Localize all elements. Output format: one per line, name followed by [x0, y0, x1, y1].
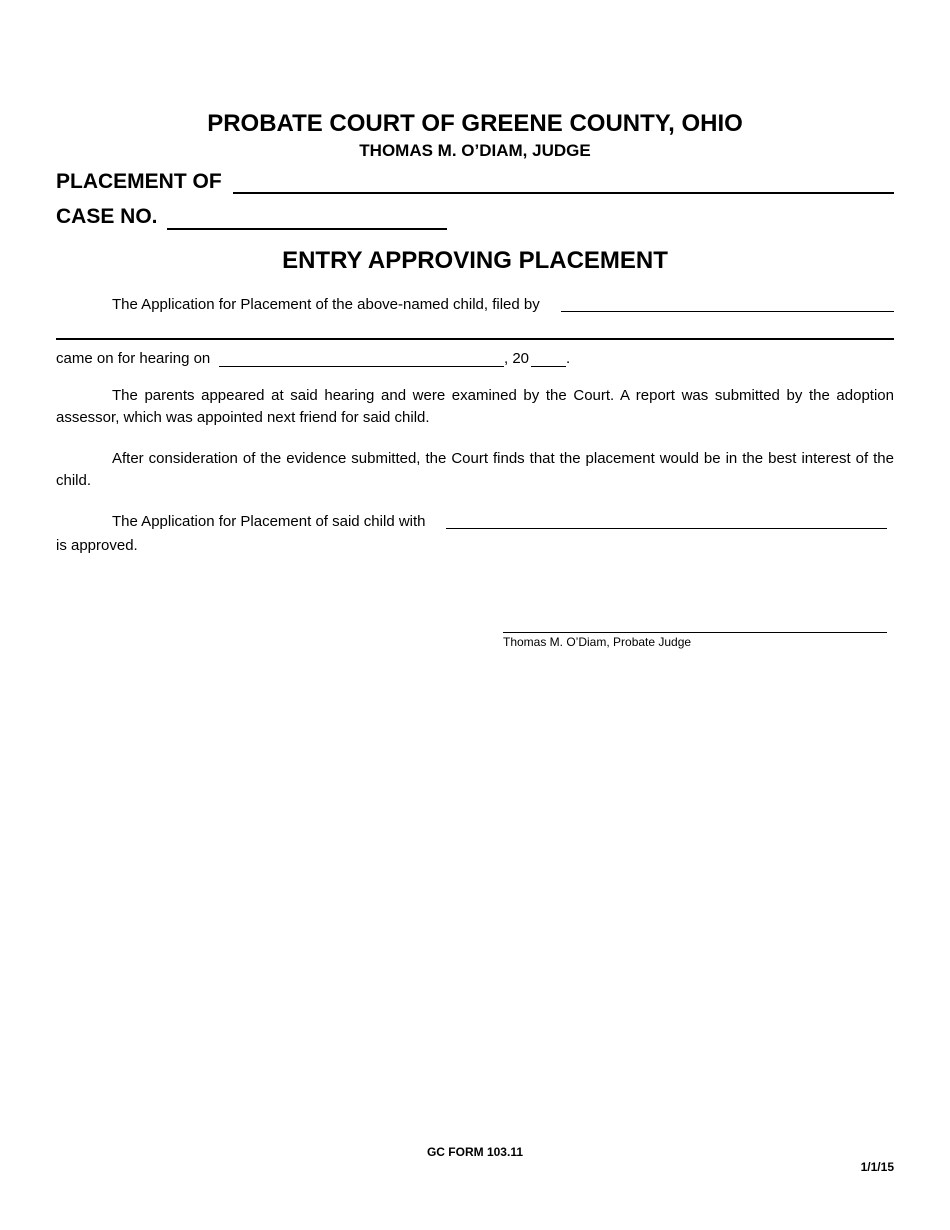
revision-date: 1/1/15 — [860, 1160, 894, 1174]
court-title: PROBATE COURT OF GREENE COUNTY, OHIO — [207, 110, 743, 137]
form-number: GC FORM 103.11 — [426, 1145, 524, 1159]
parents-paragraph: The parents appeared at said hearing and were examined by the Court. A report was submitted by the adoption assessor, which was appointed next friend for said child. — [56, 387, 894, 426]
filed-by-continuation-field[interactable] — [56, 338, 894, 340]
signature-line[interactable] — [503, 632, 887, 633]
filed-by-field[interactable] — [561, 311, 894, 312]
placed-with-field[interactable] — [446, 528, 887, 529]
signature-caption: Thomas M. O’Diam, Probate Judge — [503, 635, 692, 649]
hearing-text: came on for hearing on — [56, 350, 211, 367]
case-no-label: CASE NO. — [56, 205, 158, 228]
approved-text: is approved. — [56, 537, 138, 554]
form-title: ENTRY APPROVING PLACEMENT — [282, 247, 668, 274]
year-prefix: , 20 — [504, 350, 530, 367]
placement-of-label: PLACEMENT OF — [56, 170, 222, 193]
placement-of-field[interactable] — [233, 192, 894, 194]
filed-by-text: The Application for Placement of the above-named child, filed by — [112, 296, 540, 313]
judge-subtitle: THOMAS M. O’DIAM, JUDGE — [359, 141, 591, 160]
consideration-paragraph: After consideration of the evidence submitted, the Court finds that the placement would be in the best interest of the child. — [56, 450, 894, 489]
year-suffix: . — [566, 350, 571, 367]
hearing-date-field[interactable] — [219, 366, 504, 367]
hearing-year-field[interactable] — [531, 366, 566, 367]
approval-text: The Application for Placement of said child with — [112, 513, 426, 530]
case-no-field[interactable] — [167, 228, 447, 230]
